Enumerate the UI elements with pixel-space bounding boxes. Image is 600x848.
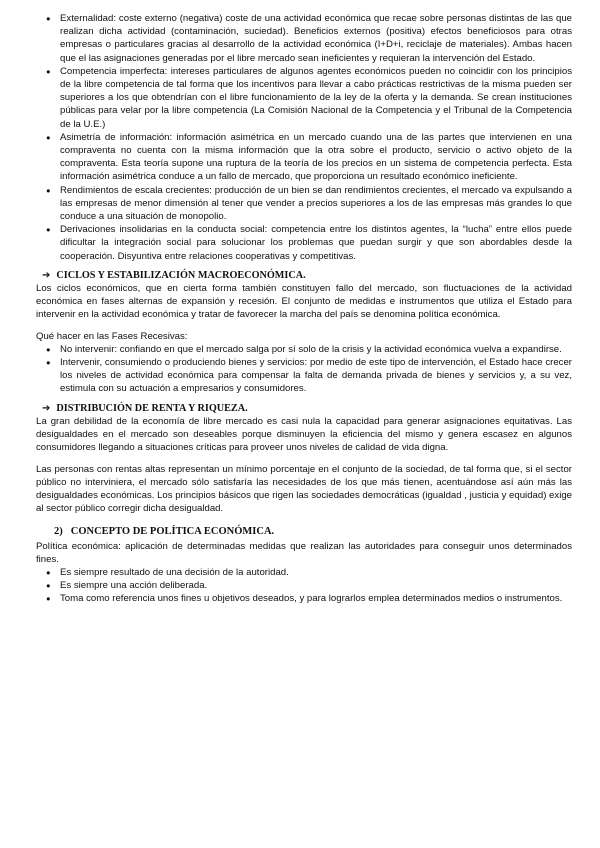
list-item-derivaciones-insolidarias: ● Derivaciones insolidarias en la conducta social: competencia entre los distintos agentes, la “lucha” entre ellos puede dificultar la integración social para solucionar los problemas que puedan surgir y que son abordables desde la cooperación. Disyuntiva entre relaciones cooperativas y competitivas. (36, 223, 572, 263)
arrow-icon: ➔ (42, 269, 51, 281)
fases-recesivas-list (36, 343, 572, 396)
list-item-competencia-imperfecta: ● Competencia imperfecta: intereses particulares de algunos agentes económicos pueden no coincidir con los principios de la libre competencia de tal forma que los incentivos para llevar a cabo prácticas restrictivas de la misma pueden ser superiores a los que obtendrían con el libre funcionamiento de la ley de la oferta y la demanda. Se crean instituciones públicas para velar por la libre competencia (La Comisión Nacional de la Competencia y el Tribunal de la Competencia de la U.E.) (36, 65, 572, 131)
section-concepto (54, 525, 572, 538)
paragraph-concepto: Política económica: aplicación de determinadas medidas que realizan las autoridades para conseguir unos determinados fines. (36, 540, 572, 565)
arrow-icon: ➔ (42, 402, 51, 414)
list-item-accion-deliberada: ● Es siempre una acción deliberada. (36, 579, 572, 592)
section-number: 2) (54, 526, 63, 538)
paragraph-ciclos: Los ciclos económicos, que en cierta forma también constituyen fallo del mercado, son fluctuaciones de la actividad económica en fases alternas de expansión y recesión. El conjunto de medidas e instrumentos que utiliza el Estado para intervenir en la actividad económica y tratar de favorecer la marcha del país se denomina política económica. (36, 283, 572, 321)
heading-distribucion-text: DISTRIBUCIÓN DE RENTA Y RIQUEZA. (56, 402, 248, 414)
list-item-fines-objetivos: ● Toma como referencia unos fines u objetivos deseados, y para lograrlos emplea determinados medios o instrumentos. (36, 592, 572, 605)
list-item-no-intervenir: ● No intervenir: confiando en que el mercado salga por sí solo de la crisis y la actividad económica vuelva a expandirse. (36, 343, 572, 356)
heading-ciclos-text: CICLOS Y ESTABILIZACIÓN MACROECONÓMICA. (56, 269, 306, 281)
list-item-asimetria-informacion: ● Asimetría de información: información asimétrica en un mercado cuando una de las partes que intervienen en una compraventa no cuenta con la misma información que la otra sobre el producto, servicio o activo objeto de la compraventa. Esta teoría supone una ruptura de la teoría de los precios en un sistema de competencia perfecta. Esta información asimétrica conduce a un fallo de mercado, que proporciona un resultado económico ineficiente. (36, 131, 572, 184)
list-item-rendimientos-escala: ● Rendimientos de escala crecientes: producción de un bien se dan rendimientos crecientes, el mercado va expulsando a las empresas de menor dimensión al tener que vender a precios superiores a los de las empresas más grandes lo que conduce a una situación de monopolio. (36, 184, 572, 224)
market-failures-list (36, 12, 572, 263)
list-item-resultado: ● Es siempre resultado de una decisión de la autoridad. (36, 566, 572, 579)
concepto-list (36, 566, 572, 606)
paragraph-distribucion-1: La gran debilidad de la economía de libre mercado es casi nula la capacidad para generar asignaciones equitativas. Las desigualdades en el mercado son deseables porque disminuyen la eficiencia del mismo y genera escasez en algunos consumidores llegando a situaciones críticas para proveer unos niveles de calidad de vida digna. (36, 415, 572, 454)
paragraph-distribucion-2: Las personas con rentas altas representan un mínimo porcentaje en el conjunto de la sociedad, de tal forma que, si el sector público no interviniera, el mercado sólo satisfaría las necesidades de los que más tienen, acentuándose así aún más las desigualdades económicas. Los principios básicos que rigen las sociedades democráticas (igualdad , justicia y equidad) exige al sector público corregir dicha desigualdad. (36, 463, 572, 515)
heading-ciclos (42, 269, 572, 282)
list-item-intervenir: ● Intervenir, consumiendo o produciendo bienes y servicios: por medio de este tipo de intervención, el Estado hace crecer los niveles de actividad económica para compensar la falta de demanda privada de bienes y servicios y, a su vez, estimula con su actuación a empresarios y consumidores. (36, 356, 572, 396)
heading-distribucion (42, 402, 572, 415)
section-concepto-title: CONCEPTO DE POLÍTICA ECONÓMICA. (70, 526, 275, 538)
list-item-externalidad: ● Externalidad: coste externo (negativa) coste de una actividad económica que recae sobre personas distintas de las que realizan dicha actividad (contaminación, suciedad). Beneficios externos (positiva) efectos beneficiosos para otras empresas o particulares gracias al desarrollo de la actividad económica (I+D+i, reciclaje de materiales). Ambas hacen que el las asignaciones generadas por el libre mercado sean ineficientes y requieran la intervención del Estado. (36, 12, 572, 65)
paragraph-fases-recesivas: Qué hacer en las Fases Recesivas: (36, 330, 188, 342)
